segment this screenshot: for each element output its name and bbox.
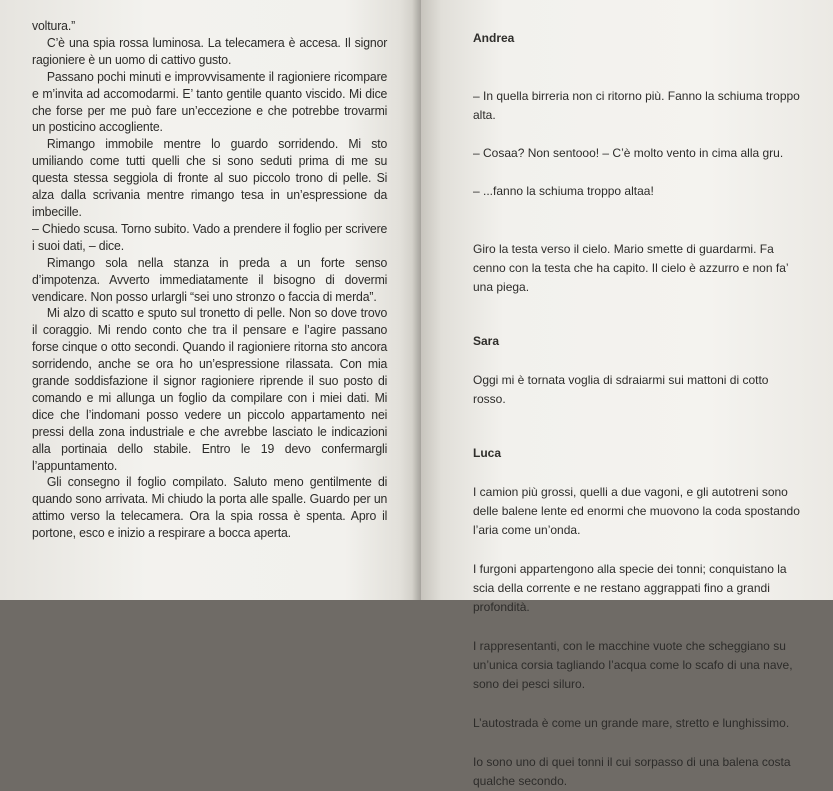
left-paragraph-4: Rimango immobile mentre lo guardo sorridendo. Mi sto umiliando come tutti quelli che si sono seduti prima di me su questa stessa seggiola di fronte al suo piccolo trono di pelle. Si alza dalla scrivania mentre rimango tesa in un’espressione da imbecille. <box>32 136 388 219</box>
dialogue-line-1: – In quella birreria non ci ritorno più. Fanno la schiuma troppo alta. <box>473 89 800 122</box>
left-paragraph-5: – Chiedo scusa. Torno subito. Vado a prendere il foglio per scrivere i suoi dati, – dice. <box>32 220 388 253</box>
luca-paragraph-1: I camion più grossi, quelli a due vagoni, e gli autotreni sono delle balene lente ed enormi che muovono la coda spostando l’aria come un’onda. <box>473 485 800 537</box>
left-paragraph-6: Rimango sola nella stanza in preda a un forte senso d’impotenza. Avverto immediatamente il bisogno di dovermi vendicare. Non posso urlargli “sei uno stronzo o faccia di merda”. <box>32 254 388 304</box>
dialogue-line-3: – ...fanno la schiuma troppo altaa! <box>473 184 654 198</box>
luca-paragraph-2: I furgoni appartengono alla specie dei tonni; conquistano la scia della corrente e ne restano aggrappati fino a grandi profondità. <box>473 562 787 614</box>
section-luca <box>473 445 803 791</box>
luca-paragraph-5: Io sono uno di quei tonni il cui sorpasso di una balena costa qualche secondo. <box>473 755 791 788</box>
right-page <box>421 0 833 788</box>
left-paragraph-8: Gli consegno il foglio compilato. Saluto meno gentilmente di quando sono arrivata. Mi chiudo la porta alle spalle. Guardo per un attimo verso la telecamera. Ora la spia rossa è spenta. Apro il portone, esco e inizio a respirare a bocca aperta. <box>32 474 388 541</box>
left-paragraph-2: C’è una spia rossa luminosa. La telecamera è accesa. Il signor ragioniere è un uomo di cattivo gusto. <box>32 34 388 67</box>
left-paragraph-1: voltura.” <box>32 18 76 33</box>
dialogue-block <box>473 68 803 220</box>
section-heading: Sara <box>473 334 500 348</box>
dialogue-line-2: – Cosaa? Non sentooo! – C’è molto vento in cima alla gru. <box>473 146 784 160</box>
section-heading: Luca <box>473 446 502 460</box>
luca-paragraph-4: L’autostrada è come un grande mare, stretto e lunghissimo. <box>473 716 790 730</box>
sara-paragraph: Oggi mi è tornata voglia di sdraiarmi sui mattoni di cotto rosso. <box>473 373 769 406</box>
andrea-paragraph: Giro la testa verso il cielo. Mario smette di guardarmi. Fa cenno con la testa che ha capito. Il cielo è azzurro e non fa’ una piega. <box>473 242 789 294</box>
left-page <box>0 0 421 600</box>
left-paragraph-7: Mi alzo di scatto e sputo sul tronetto di pelle. Non so dove trovo il coraggio. Mi rendo conto che tra il pensare e l’agire passano forse cinque o otto secondi. Quando il ragioniere ritorna sto ancora sorridendo, anche se ora ho un’espressione rilassata. Con mia grande soddisfazione il signor ragioniere riprende il suo posto di comando e mi allunga un foglio da compilare con i miei dati. Mi dice che l’indomani posso vedere un piccolo appartamento nei pressi della zona industriale e che avrebbe lasciato le indicazioni alla portinaia dello stabile. Entro le 19 devo confermargli l’appuntamento. <box>32 305 388 473</box>
luca-paragraph-3: I rappresentanti, con le macchine vuote che scheggiano su un’unica corsia tagliando l’acqua come lo scafo di una nave, sono dei pesci siluro. <box>473 639 793 691</box>
section-andrea <box>473 30 803 297</box>
section-sara <box>473 333 803 409</box>
left-paragraph-3: Passano pochi minuti e improvvisamente il ragioniere ricompare e m’invita ad accomodarmi. E’ tanto gentile quanto viscido. Mi dice che forse per me può fare un’eccezione e che potrebbe trovarmi un posticino accogliente. <box>32 68 388 135</box>
section-heading: Andrea <box>473 31 515 45</box>
